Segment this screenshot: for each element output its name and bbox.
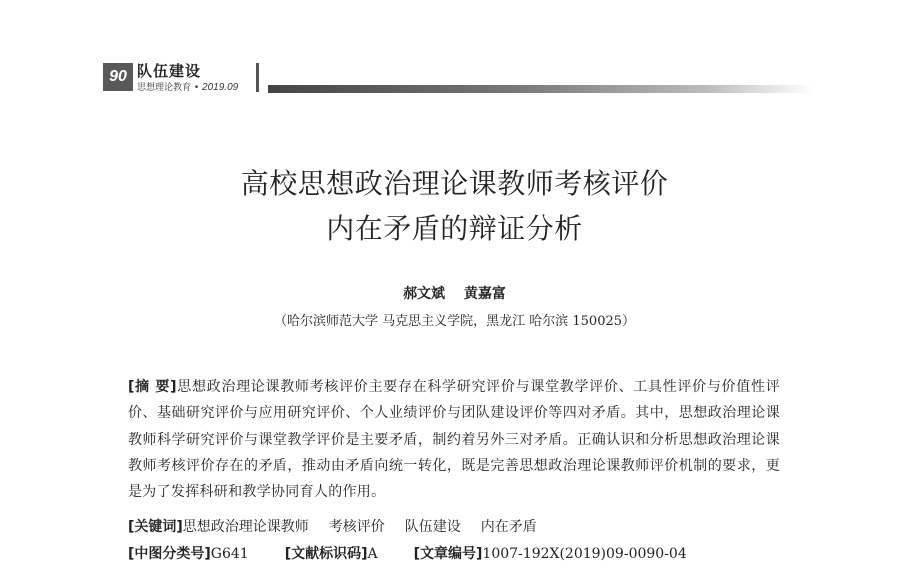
abstract-text: 思想政治理论课教师考核评价主要存在科学研究评价与课堂教学评价、工具性评价与价值性评价、基础研究评价与应用研究评价、个人业绩评价与团队建设评价等四对矛盾。其中，思想政治理论课教师科学研究评价与课堂教学评价是主要矛盾，制约着另外三对矛盾。正确认识和分析思想政治理论课教师考核评价存在的矛盾，推动由矛盾向统一转化，既是完善思想政治理论课教师评价机制的要求，更是为了发挥科研和教学协同育人的作用。 xyxy=(128,379,780,501)
clc-label: [中图分类号] xyxy=(128,546,211,562)
authors: 郝文斌 黄嘉富 xyxy=(403,286,506,302)
keywords-label: [关键词] xyxy=(128,519,183,535)
article-title-line-1: 高校思想政治理论课教师考核评价 xyxy=(240,167,669,200)
abstract xyxy=(128,374,780,505)
affiliation: （哈尔滨师范大学 马克思主义学院，黑龙江 哈尔滨 150025） xyxy=(273,314,636,329)
journal-issue: 2019.09 xyxy=(202,82,239,93)
header-divider xyxy=(256,63,259,92)
keyword: 考核评价 xyxy=(328,519,385,535)
article-title-line-2: 内在矛盾的辩证分析 xyxy=(326,212,583,245)
doc-code-value: A xyxy=(367,546,378,562)
section-title: 队伍建设 xyxy=(137,62,202,80)
keywords xyxy=(128,516,557,536)
article-number-label: [文章编号] xyxy=(413,546,483,562)
header-rule xyxy=(268,85,813,93)
keyword: 内在矛盾 xyxy=(480,519,537,535)
article-number-value: 1007-192X(2019)09-0090-04 xyxy=(482,546,687,562)
journal-info xyxy=(137,80,238,93)
journal-separator: • xyxy=(191,83,203,93)
keyword: 队伍建设 xyxy=(404,519,461,535)
clc-value: G641 xyxy=(210,546,249,562)
journal-name: 思想理论教育 xyxy=(137,83,192,93)
abstract-label: [摘 要] xyxy=(128,379,177,395)
keyword: 思想政治理论课教师 xyxy=(182,519,309,535)
classification-info xyxy=(128,543,687,563)
doc-code-label: [文献标识码] xyxy=(284,546,368,562)
page-number: 90 xyxy=(103,63,133,91)
